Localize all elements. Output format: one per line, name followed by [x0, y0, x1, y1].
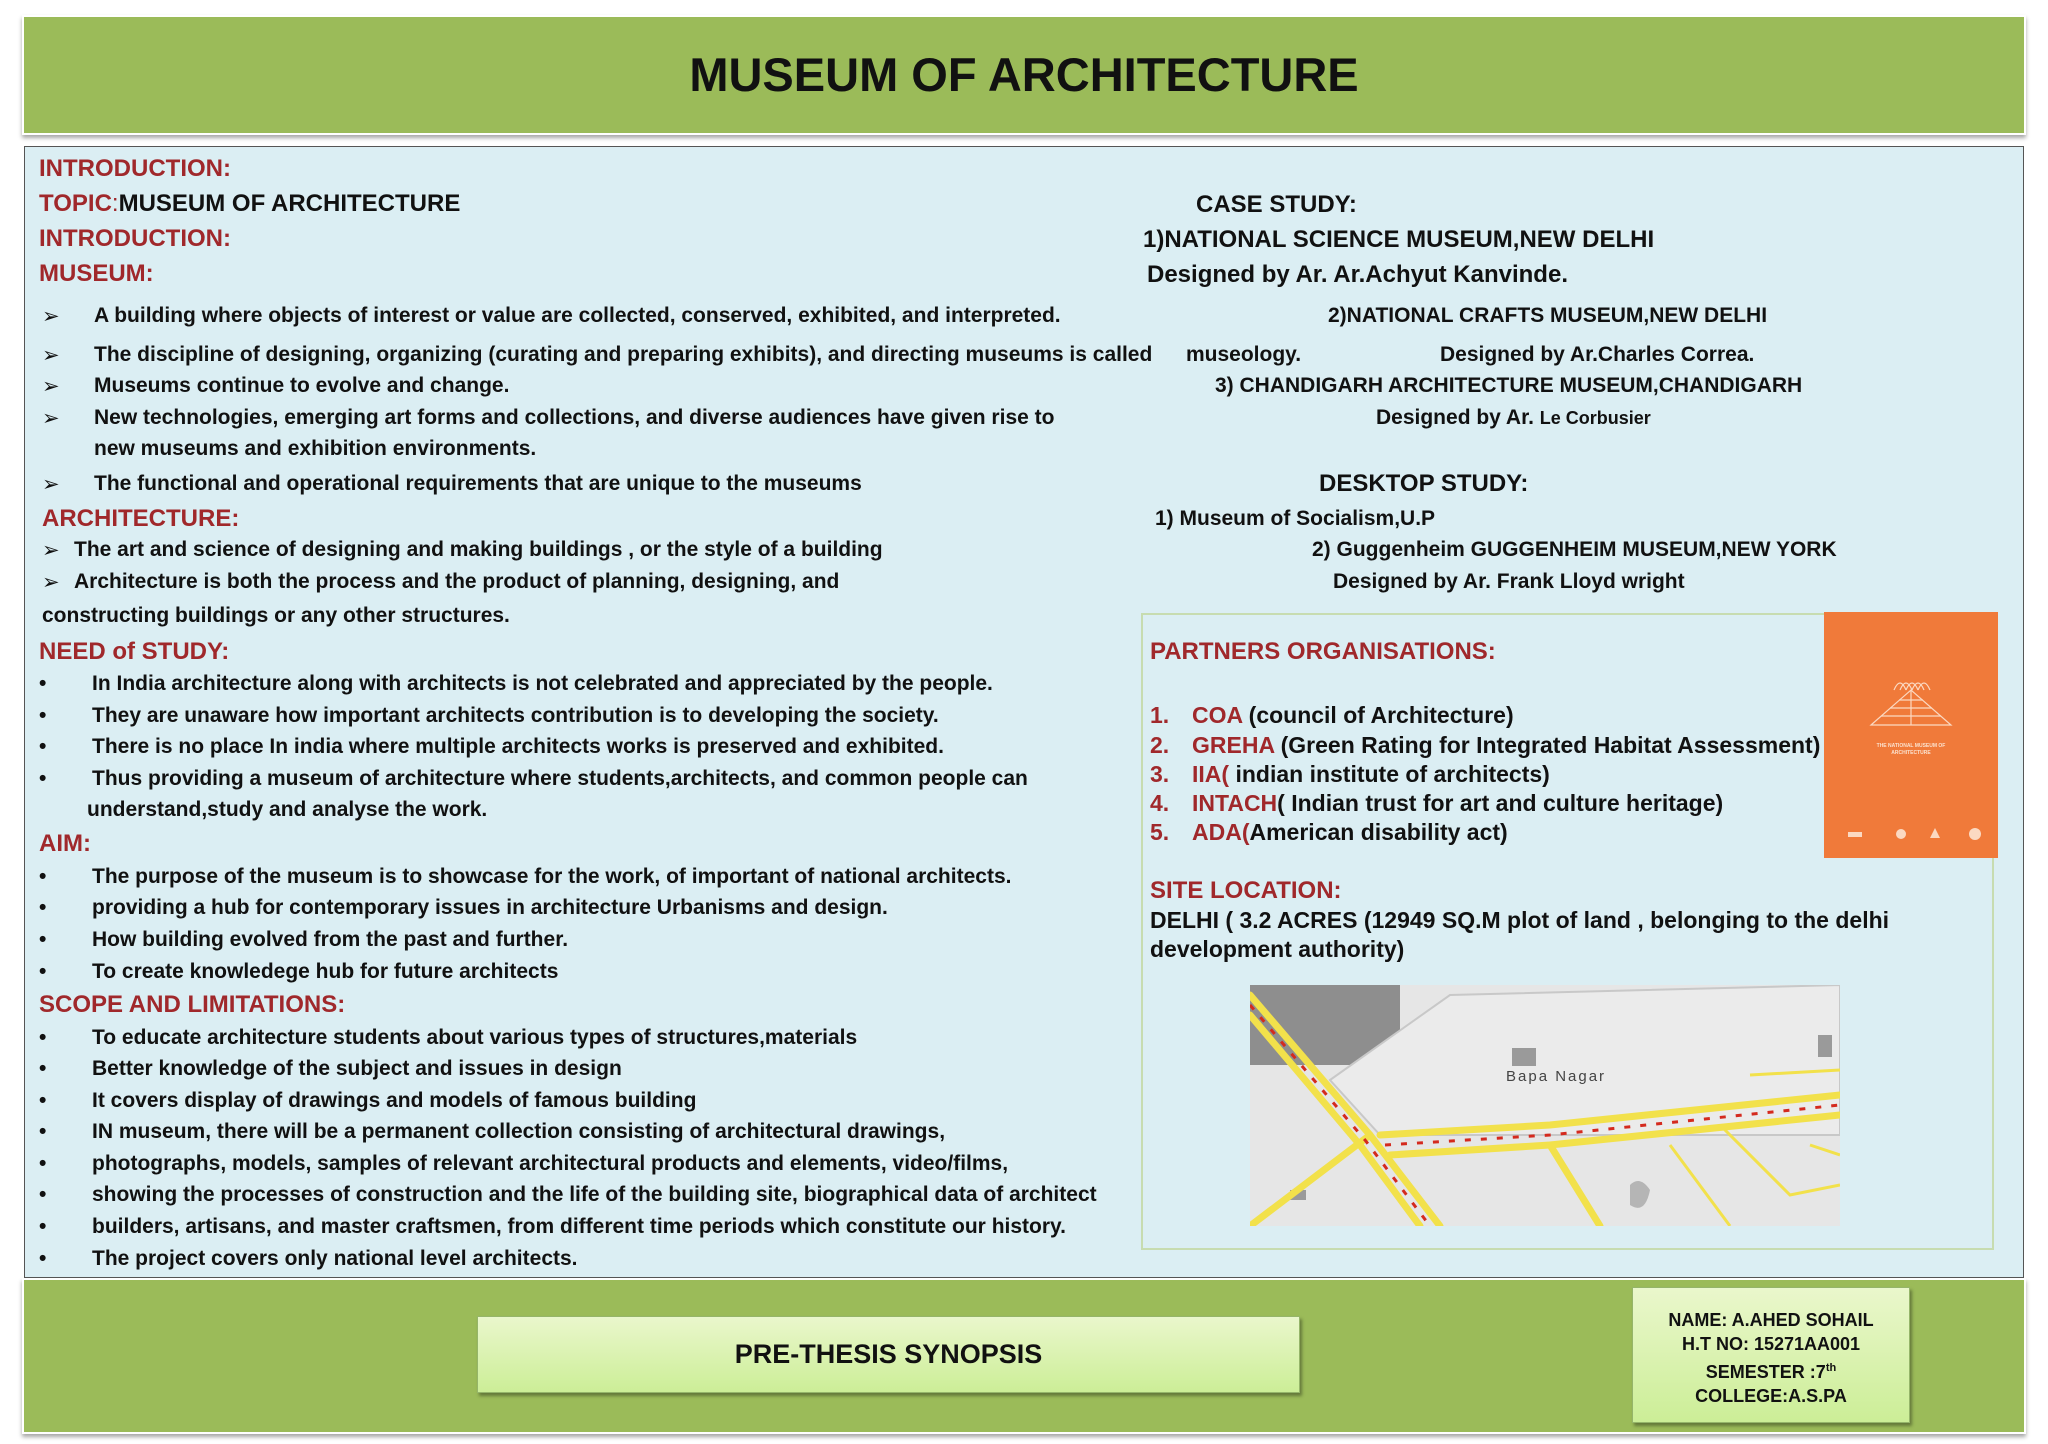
- need-point: In India architecture along with architects is not celebrated and appreciated by the people.: [92, 672, 993, 695]
- partner-desc: (Green Rating for Integrated Habitat Assessment): [1274, 732, 1821, 758]
- partner-abbr: IIA(: [1192, 761, 1230, 787]
- scope-point: photographs, models, samples of relevant architectural products and elements, video/films,: [92, 1152, 1009, 1175]
- ht-number: H.T NO: 15271AA001: [1681, 1334, 1861, 1354]
- desktop-study-line: Designed by Ar. Frank Lloyd wright: [1333, 570, 1685, 593]
- bullet-icon: •: [39, 1120, 47, 1143]
- arrow-bullet-icon: ➢: [42, 571, 60, 594]
- map-label: Bapa Nagar: [1506, 1068, 1607, 1085]
- topic-line: [39, 190, 460, 218]
- bullet-icon: •: [39, 1152, 47, 1175]
- museum-logo-icon: [1824, 612, 1998, 858]
- arrow-bullet-icon: ➢: [42, 375, 60, 398]
- bullet-icon: •: [39, 1026, 47, 1049]
- site-map-image: [1250, 985, 1840, 1226]
- site-location-heading: SITE LOCATION:: [1150, 877, 1342, 904]
- semester: [1633, 1356, 1909, 1384]
- semester-text: SEMESTER :7: [1705, 1362, 1826, 1382]
- student-info-box: [1632, 1287, 1910, 1423]
- museum-point: A building where objects of interest or value are collected, conserved, exhibited, and interpreted.: [94, 304, 1061, 327]
- bullet-icon: •: [39, 865, 47, 888]
- partner-number: 5.: [1150, 819, 1170, 845]
- architecture-heading: ARCHITECTURE:: [42, 505, 240, 532]
- partner-item: [1150, 761, 1550, 788]
- aim-point: The purpose of the museum is to showcase for the work, of important of national architects.: [92, 865, 1012, 888]
- partner-item: [1150, 702, 1514, 729]
- bullet-icon: •: [39, 672, 47, 695]
- architecture-point: Architecture is both the process and the product of planning, designing, and: [74, 570, 840, 593]
- need-heading: NEED of STUDY:: [39, 638, 230, 665]
- desktop-study-heading: DESKTOP STUDY:: [1319, 470, 1529, 497]
- architecture-point: The art and science of designing and making buildings , or the style of a building: [74, 538, 883, 561]
- partner-abbr: GREHA: [1192, 732, 1275, 758]
- partner-number: 4.: [1150, 790, 1170, 816]
- partner-number: 2.: [1150, 732, 1170, 758]
- desktop-study-line: 2) Guggenheim GUGGENHEIM MUSEUM,NEW YORK: [1312, 538, 1837, 561]
- intro-heading: INTRODUCTION:: [39, 155, 231, 182]
- topic-label: TOPIC: [39, 190, 112, 217]
- need-point: Thus providing a museum of architecture where students,architects, and common people can: [92, 767, 1028, 790]
- partner-abbr: ADA(: [1192, 819, 1250, 845]
- corbusier-name: Le Corbusier: [1539, 408, 1651, 428]
- bullet-icon: •: [39, 896, 47, 919]
- partner-item: [1150, 819, 1508, 846]
- bullet-icon: •: [39, 704, 47, 727]
- case-study-line: Designed by Ar.Charles Correa.: [1440, 343, 1755, 366]
- bullet-icon: •: [39, 1215, 47, 1238]
- synopsis-label: PRE-THESIS SYNOPSIS: [477, 1316, 1300, 1393]
- case-study-line: 2)NATIONAL CRAFTS MUSEUM,NEW DELHI: [1328, 304, 1768, 327]
- aim-point: To create knowledege hub for future architects: [92, 960, 559, 983]
- arrow-bullet-icon: ➢: [42, 539, 60, 562]
- museum-heading: MUSEUM:: [39, 260, 154, 287]
- case-study-line: 1)NATIONAL SCIENCE MUSEUM,NEW DELHI: [1143, 226, 1655, 253]
- title-banner: [22, 15, 2026, 135]
- museum-point: The functional and operational requirements that are unique to the museums: [94, 472, 862, 495]
- map-graphic: [1250, 985, 1840, 1226]
- site-location-line: development authority): [1150, 936, 1405, 962]
- partner-desc: ( Indian trust for art and culture heritage): [1277, 790, 1724, 816]
- case-study-line: 3) CHANDIGARH ARCHITECTURE MUSEUM,CHANDIGARH: [1215, 374, 1803, 397]
- bullet-icon: •: [39, 1089, 47, 1112]
- scope-point: It covers display of drawings and models of famous building: [92, 1089, 697, 1112]
- scope-point: The project covers only national level architects.: [92, 1247, 578, 1270]
- bullet-icon: •: [39, 1183, 47, 1206]
- scope-heading: SCOPE AND LIMITATIONS:: [39, 991, 346, 1018]
- scope-point: IN museum, there will be a permanent collection consisting of architectural drawings,: [92, 1120, 946, 1143]
- museum-point: Museums continue to evolve and change.: [94, 374, 510, 397]
- college: COLLEGE:A.S.PA: [1695, 1386, 1847, 1406]
- partner-abbr: INTACH: [1192, 790, 1278, 816]
- partners-heading: PARTNERS ORGANISATIONS:: [1150, 638, 1496, 665]
- museum-point: New technologies, emerging art forms and collections, and diverse audiences have given rise to: [94, 406, 1055, 429]
- bullet-icon: •: [39, 1247, 47, 1270]
- scope-point: showing the processes of construction and the life of the building site, biographical data of architect: [92, 1183, 1097, 1206]
- architecture-continuation: constructing buildings or any other structures.: [42, 604, 510, 627]
- arrow-bullet-icon: ➢: [42, 344, 60, 367]
- need-point: They are unaware how important architects contribution is to developing the society.: [92, 704, 939, 727]
- aim-heading: AIM:: [39, 830, 91, 857]
- partner-desc: (council of Architecture): [1242, 702, 1514, 728]
- scope-point: builders, artisans, and master craftsmen, from different time periods which constitute our history.: [92, 1215, 1066, 1238]
- scope-point: Better knowledge of the subject and issues in design: [92, 1057, 622, 1080]
- partner-item: [1150, 732, 1824, 759]
- museology-term: museology.: [1186, 343, 1302, 366]
- bullet-icon: •: [39, 1057, 47, 1080]
- museum-point: new museums and exhibition environments.: [94, 437, 537, 460]
- partner-desc: American disability act): [1249, 819, 1508, 845]
- museum-point: The discipline of designing, organizing (curating and preparing exhibits), and directing museums is called: [94, 343, 1153, 366]
- arrow-bullet-icon: ➢: [42, 473, 60, 496]
- case-study-heading: CASE STUDY:: [1196, 191, 1357, 218]
- student-name: NAME: A.AHED SOHAIL: [1668, 1310, 1874, 1330]
- bullet-icon: •: [39, 735, 47, 758]
- partner-number: 3.: [1150, 761, 1170, 787]
- need-point: There is no place In india where multiple architects works is preserved and exhibited.: [92, 735, 944, 758]
- partner-number: 1.: [1150, 702, 1170, 728]
- designed-by-label: Designed by Ar.: [1376, 406, 1534, 429]
- intro-heading-2: INTRODUCTION:: [39, 225, 231, 252]
- bullet-icon: •: [39, 928, 47, 951]
- aim-point: providing a hub for contemporary issues in architecture Urbanisms and design.: [92, 896, 888, 919]
- topic-value: MUSEUM OF ARCHITECTURE: [118, 190, 461, 217]
- aim-point: How building evolved from the past and further.: [92, 928, 569, 951]
- case-study-line: Designed by Ar. Ar.Achyut Kanvinde.: [1147, 261, 1568, 288]
- partner-abbr: COA: [1192, 702, 1243, 728]
- page-title: MUSEUM OF ARCHITECTURE: [689, 48, 1359, 101]
- site-location-line: DELHI ( 3.2 ACRES (12949 SQ.M plot of land , belonging to the delhi: [1150, 907, 1890, 933]
- semester-suffix: th: [1825, 1362, 1837, 1374]
- arrow-bullet-icon: ➢: [42, 407, 60, 430]
- arrow-bullet-icon: ➢: [42, 305, 60, 328]
- bullet-icon: •: [39, 767, 47, 790]
- book-title: THE NATIONAL MUSEUM OF ARCHITECTURE: [1876, 743, 1946, 756]
- topic-colon: :: [111, 190, 119, 217]
- desktop-study-line: 1) Museum of Socialism,U.P: [1155, 507, 1436, 530]
- need-continuation: understand,study and analyse the work.: [87, 798, 488, 821]
- scope-point: To educate architecture students about various types of structures,materials: [92, 1026, 858, 1049]
- book-cover-image: [1824, 612, 1998, 858]
- case-study-line: [1376, 406, 1651, 430]
- partner-desc: indian institute of architects): [1229, 761, 1550, 787]
- bullet-icon: •: [39, 960, 47, 983]
- partner-item: [1150, 790, 1723, 817]
